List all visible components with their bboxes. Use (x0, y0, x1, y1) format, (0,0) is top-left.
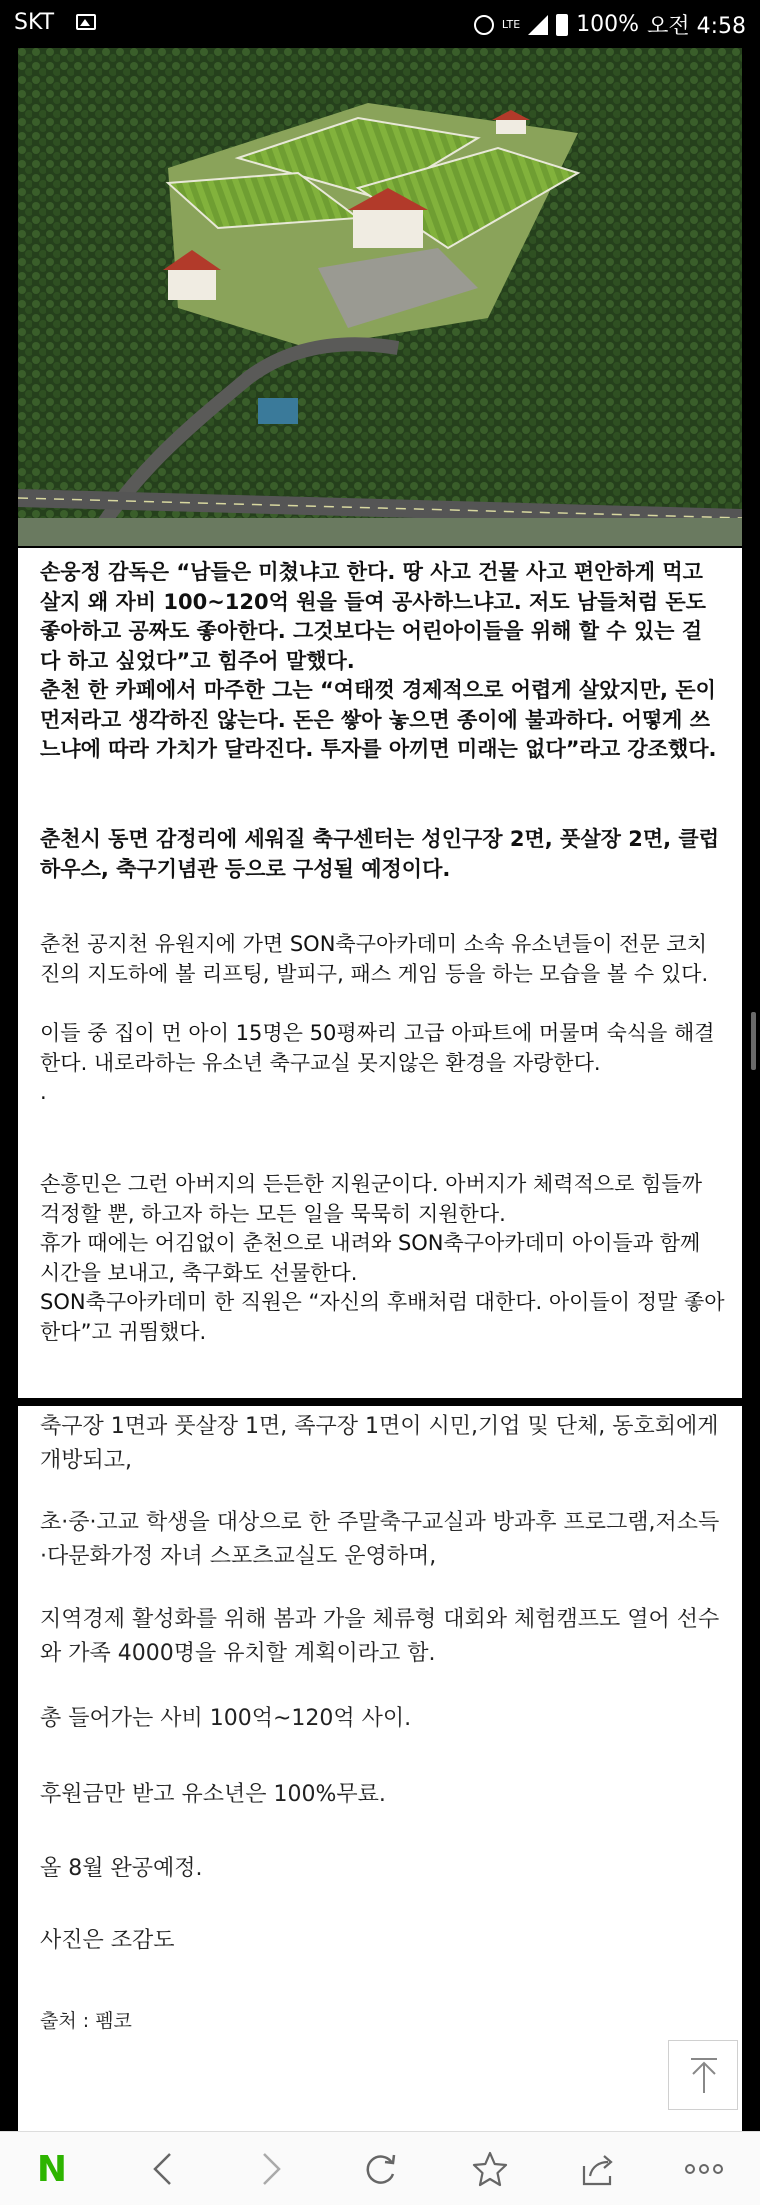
scroll-to-top-button[interactable] (668, 2040, 738, 2110)
summary-line-open-fields: 축구장 1면과 풋살장 1면, 족구장 1면이 시민,기업 및 단체, 동호회에게 개방되고, (40, 1414, 719, 1473)
gallery-notification-icon (76, 14, 96, 30)
status-indicators (466, 9, 746, 40)
housing-paragraph: 이들 중 집이 먼 아이 15명은 50평짜리 고급 아파트에 머물며 숙식을 해결한다. 내로라하는 유소년 축구교실 못지않은 환경을 자랑한다. (40, 1021, 715, 1075)
quote-paragraph-2: 춘천 한 카페에서 마주한 그는 “여태껏 경제적으로 어렵게 살았지만, 돈이 먼저라고 생각하진 않는다. 돈은 쌓아 놓으면 종이에 불과하다. 어떻게 쓰느냐에 따라 가치가 달라진다. 투자를 아끼면 미래는 없다”라고 강조했다. (40, 678, 717, 761)
article-panel-summary (18, 1406, 742, 2131)
star-icon[interactable] (462, 2142, 518, 2196)
stray-period: . (40, 1080, 47, 1104)
son-support-paragraph: 손흥민은 그런 아버지의 든든한 지원군이다. 아버지가 체력적으로 힘들까 걱정할 뿐, 하고자 하는 모든 일을 묵묵히 지원한다. (40, 1172, 702, 1226)
forward-icon[interactable] (244, 2142, 300, 2196)
share-icon[interactable] (570, 2142, 626, 2196)
summary-line-events: 지역경제 활성화를 위해 봄과 가을 체류형 대회와 체험캠프도 열어 선수와 가족 4000명을 유치할 계획이라고 함. (40, 1607, 720, 1666)
naver-home-icon[interactable]: N (36, 2148, 68, 2190)
scrollbar-thumb[interactable] (751, 1012, 756, 1070)
summary-line-cost: 총 들어가는 사비 100억~120억 사이. (40, 1706, 412, 1731)
battery-percent: 100% (576, 12, 640, 37)
staff-quote-paragraph: SON축구아카데미 한 직원은 “자신의 후배처럼 대한다. 아이들이 정말 좋아한다”고 귀띔했다. (40, 1290, 725, 1344)
back-icon[interactable] (134, 2142, 190, 2196)
summary-line-free: 후원금만 받고 유소년은 100%무료. (40, 1782, 386, 1807)
more-icon[interactable] (676, 2142, 732, 2196)
source-line: 출처 : 펨코 (40, 2010, 132, 2032)
battery-icon (556, 14, 568, 36)
academy-paragraph: 춘천 공지천 유원지에 가면 SON축구아카데미 소속 유소년들이 전문 코치진의 지도하에 볼 리프팅, 발피구, 패스 게임 등을 하는 모습을 볼 수 있다. (40, 932, 709, 986)
aerial-rendering-image (18, 48, 742, 546)
summary-line-programs: 초·중·고교 학생을 대상으로 한 주말축구교실과 방과후 프로그램,저소득·다문화가정 자녀 스포츠교실도 운영하며, (40, 1510, 720, 1569)
summary-line-completion: 올 8월 완공예정. (40, 1856, 203, 1881)
facility-paragraph: 춘천시 동면 감정리에 세워질 축구센터는 성인구장 2면, 풋살장 2면, 클럽하우스, 축구기념관 등으로 구성될 예정이다. (40, 827, 719, 881)
refresh-icon[interactable] (352, 2142, 408, 2196)
summary-line-photo-note: 사진은 조감도 (40, 1928, 175, 1953)
article-panel-main (18, 548, 742, 1398)
status-bar (0, 0, 760, 48)
signal-icon (528, 15, 548, 35)
lte-label: LTE (501, 17, 521, 31)
arrow-up-icon (687, 2057, 721, 2095)
son-visit-paragraph: 휴가 때에는 어김없이 춘천으로 내려와 SON축구아카데미 아이들과 함께 시간을 보내고, 축구화도 선물한다. (40, 1231, 701, 1285)
alarm-icon (474, 15, 494, 35)
carrier-label: SKT (14, 10, 55, 35)
quote-paragraph-1: 손웅정 감독은 “남들은 미쳤냐고 한다. 땅 사고 건물 사고 편안하게 먹고 살지 왜 자비 100~120억 원을 들여 공사하느냐고. 저도 남들처럼 돈도 좋아하고 공짜도 좋아한다. 그것보다는 어린아이들을 위해 할 수 있는 걸 다 하고 싶었다”고 힘주어 말했다. (40, 560, 706, 673)
football-center-illustration (18, 48, 742, 546)
browser-bottom-toolbar (0, 2131, 760, 2205)
clock: 오전 4:58 (647, 14, 746, 39)
